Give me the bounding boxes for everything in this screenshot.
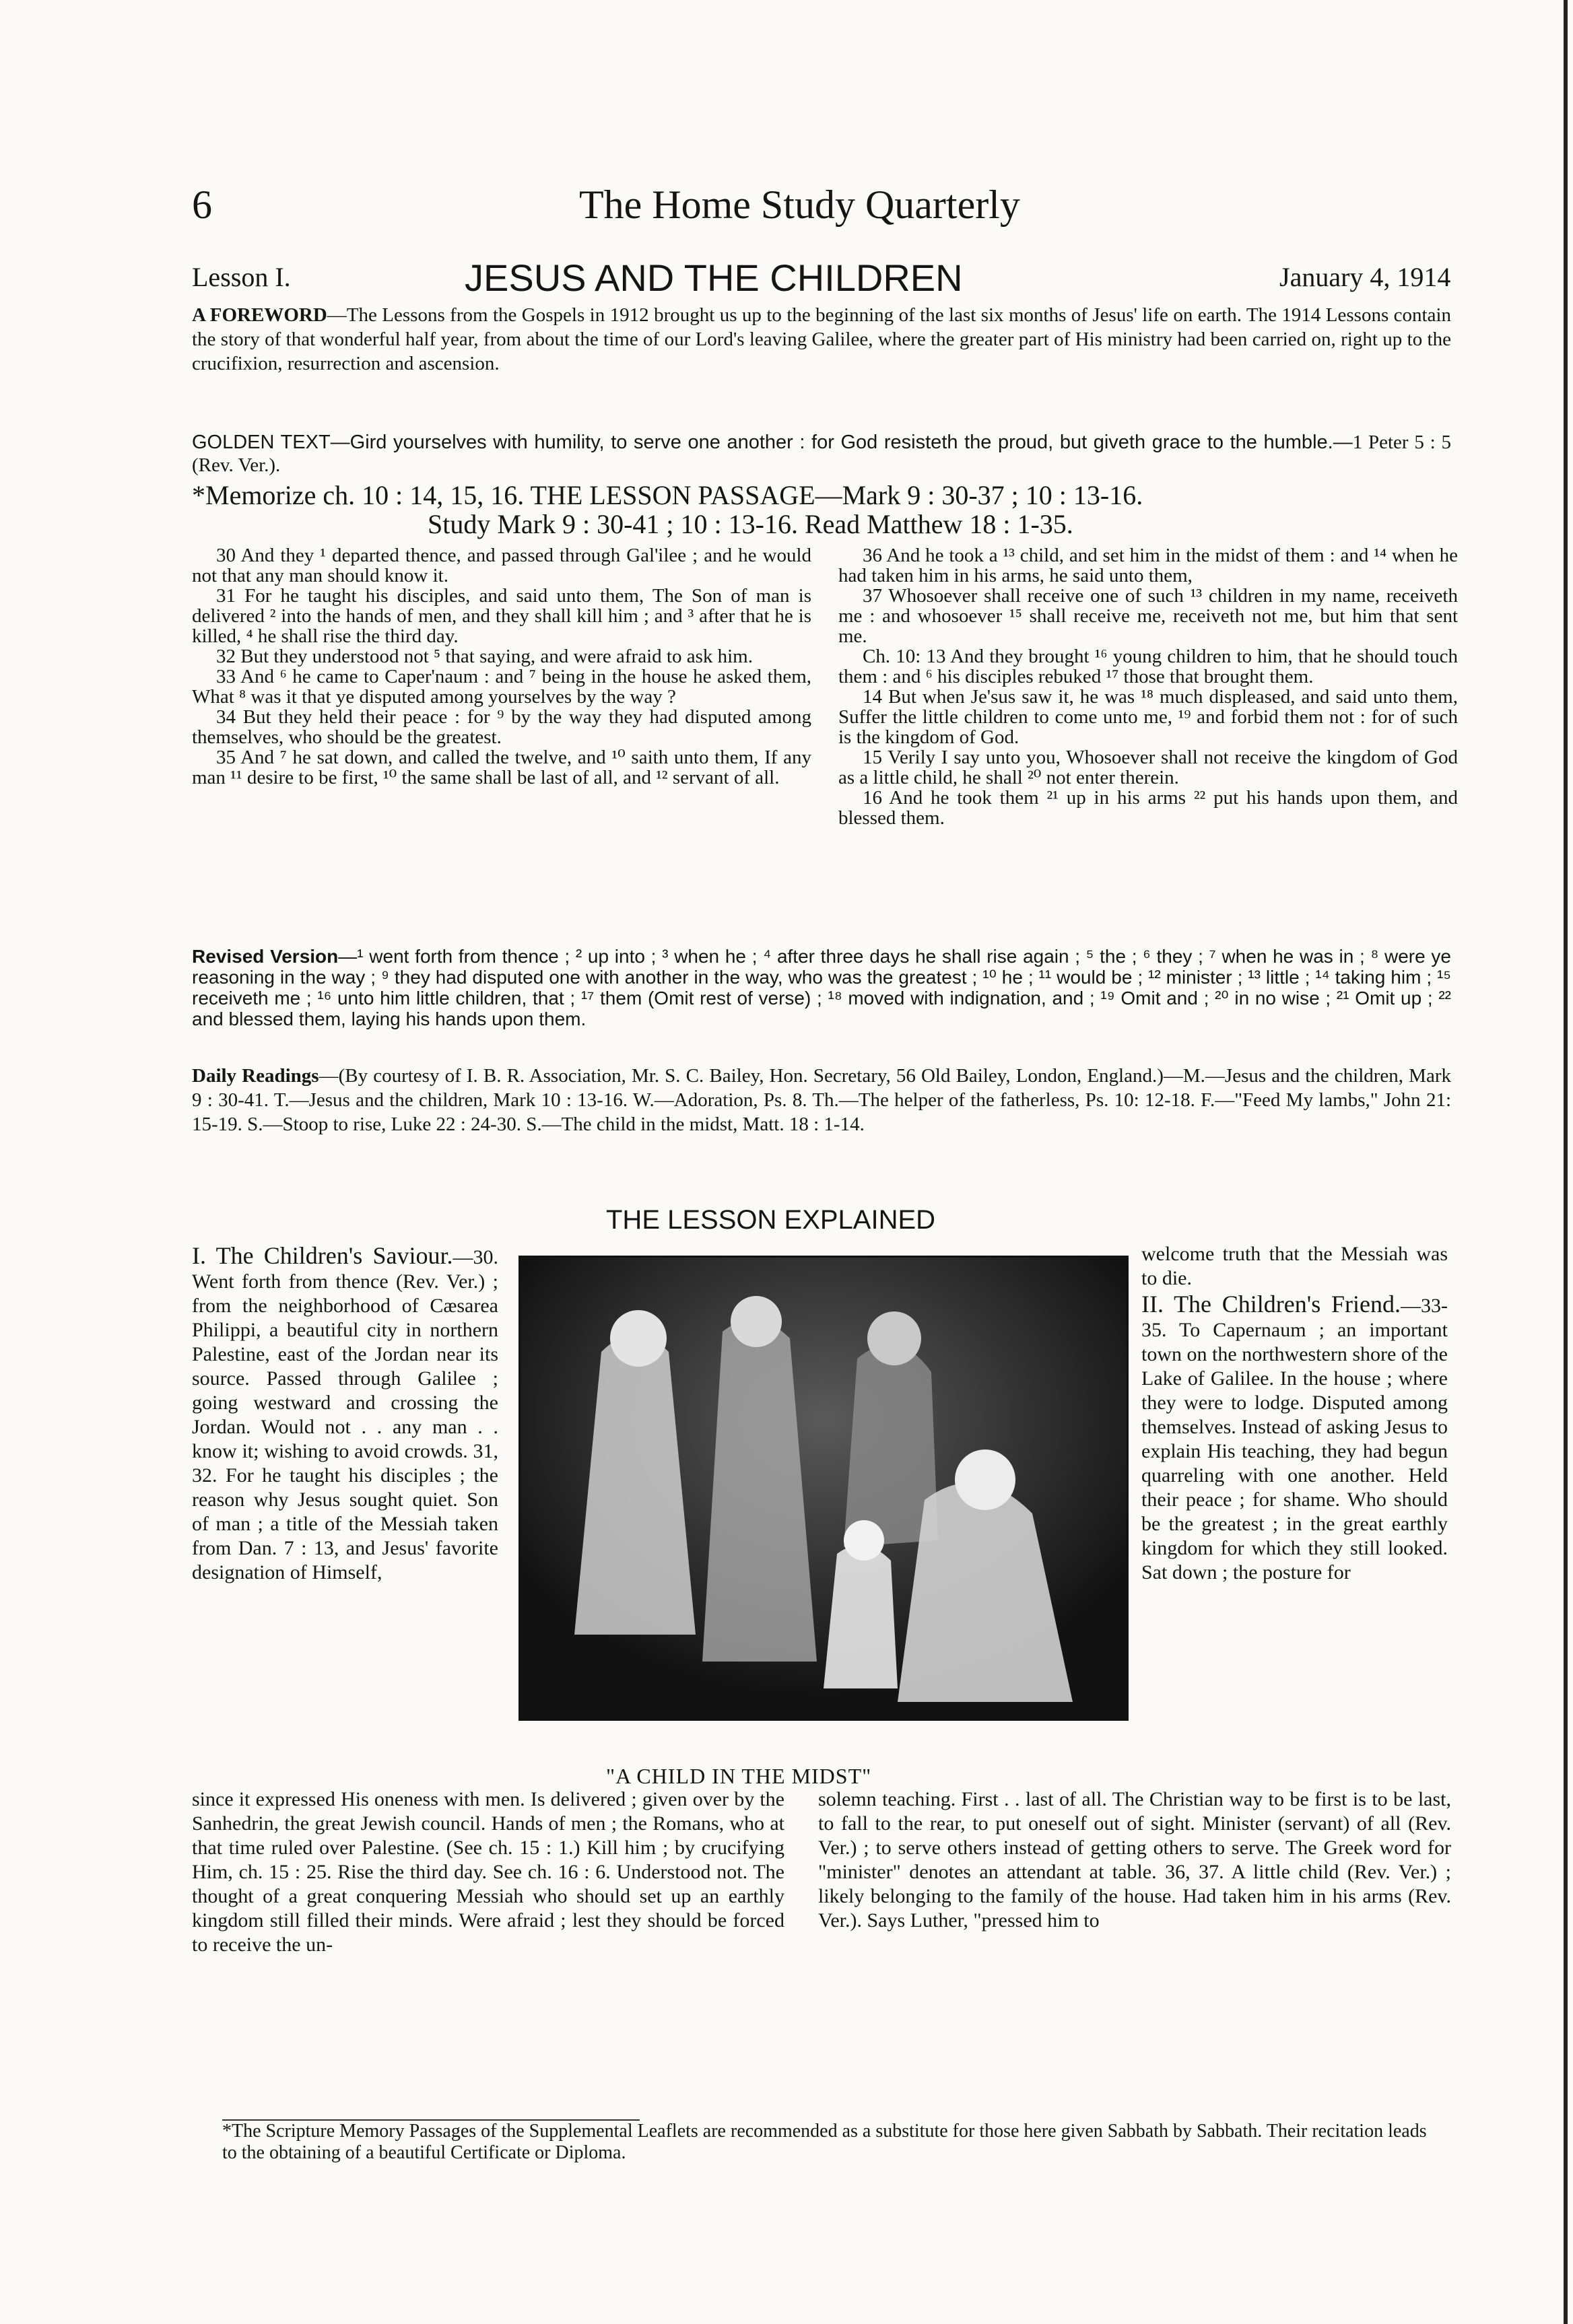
verse: 37 Whosoever shall receive one of such ¹³ children in my name, receiveth me : and whosoever ¹⁵ shall receive me, receiveth not me, but him that sent me. <box>838 585 1458 647</box>
lesson-passage-left <box>192 545 811 788</box>
memorize-line-1: *Memorize ch. 10 : 14, 15, 16. THE LESSON PASSAGE—Mark 9 : 30-37 ; 10 : 13-16. <box>192 480 1143 510</box>
daily-readings <box>192 1064 1451 1136</box>
illustration <box>518 1256 1129 1721</box>
section-heading: I. The Children's Saviour. <box>192 1242 453 1269</box>
verse: 30 And they ¹ departed thence, and passed through Gal'ilee ; and he would not that any man should know it. <box>192 545 811 586</box>
verse: 35 And ⁷ he sat down, and called the twelve, and ¹⁰ saith unto them, If any man ¹¹ desire to be first, ¹⁰ the same shall be last of all, and ¹² servant of all. <box>192 747 811 788</box>
page-edge <box>1564 0 1568 2324</box>
lesson-label: Lesson I. <box>192 262 291 292</box>
verse: 36 And he took a ¹³ child, and set him in the midst of them : and ¹⁴ when he had taken him in his arms, he said unto them, <box>838 545 1458 586</box>
footnote: *The Scripture Memory Passages of the Supplemental Leaflets are recommended as a substitute for those here given Sabbath by Sabbath. Their recitation leads to the obtaining of a beautiful Certificate or Diploma. <box>222 2121 1427 2163</box>
daily-readings-lead: Daily Readings <box>192 1065 319 1087</box>
golden-text <box>192 431 1451 477</box>
illustration-caption: "A CHILD IN THE MIDST" <box>606 1764 872 1788</box>
verse: Ch. 10: 13 And they brought ¹⁶ young children to him, that he should touch them : and ⁶ his disciples rebuked ¹⁷ those that brought them. <box>838 646 1458 687</box>
page-number: 6 <box>192 182 212 227</box>
daily-readings-text: —(By courtesy of I. B. R. Association, Mr. S. C. Bailey, Hon. Secretary, 56 Old Bailey, London, England.)—M.—Jesus and the children, Mark 9 : 30-41. T.—Jesus and the children, Mark 10 : 13-16. W.—Adoration, Ps. 8. Th.—The helper of the fatherless, Ps. 10: 12-18. F.—"Feed My lambs," John 21: 15-19. S.—Stoop to rise, Luke 22 : 24-30. S.—The child in the midst, Matt. 18 : 1-14. <box>192 1065 1451 1135</box>
verse: 33 And ⁶ he came to Caper'naum : and ⁷ being in the house he asked them, What ⁸ was it that ye disputed among yourselves by the way ? <box>192 666 811 708</box>
golden-text-ref: 1 Peter 5 : 5 (Rev. Ver.). <box>192 432 1451 476</box>
explained-left-column <box>192 1242 498 1585</box>
section-text: —33-35. To Capernaum ; an important town on the northwestern shore of the Lake of Galilee. In the house ; where they were to lodge. Disputed among themselves. Instead of asking Jesus to explain His teaching, they had begun quarreling with one another. Held their peace ; for shame. Who should be the greatest ; in the great earthly kingdom for which they still looked. Sat down ; the posture for <box>1141 1295 1448 1583</box>
explained-right-column <box>1141 1242 1448 1585</box>
verse: 31 For he taught his disciples, and said unto them, The Son of man is delivered ² into the hands of men, and they shall kill him ; and ³ after that he is killed, ⁴ he shall rise the third day. <box>192 585 811 647</box>
publication-title: The Home Study Quarterly <box>579 182 1020 227</box>
foreword-lead: A FOREWORD <box>192 304 327 326</box>
revised-version <box>192 946 1451 1029</box>
explained-lower-left: since it expressed His oneness with men. Is delivered ; given over by the Sanhedrin, the great Jewish council. Hands of men ; the Romans, who at that time ruled over Palestine. (See ch. 15 : 1.) Kill him ; by crucifying Him, ch. 15 : 25. Rise the third day. See ch. 16 : 6. Understood not. The thought of a great conquering Messiah who should set up an earthly kingdom still filled their minds. Were afraid ; lest they should be forced to receive the un- <box>192 1788 784 1956</box>
explained-lower-right: solemn teaching. First . . last of all. The Christian way to be first is to be last, to fall to the rear, to put oneself out of sight. Minister (servant) of all (Rev. Ver.) ; to serve others instead of getting others to serve. The Greek word for "minister" denotes an attendant at table. 36, 37. A little child (Rev. Ver.) ; likely belonging to the family of the house. Had taken him in his arms (Rev. Ver.). Says Luther, "pressed him to <box>818 1788 1451 1932</box>
lesson-title: JESUS AND THE CHILDREN <box>465 257 963 299</box>
verse: 15 Verily I say unto you, Whosoever shall not receive the kingdom of God as a little child, he shall ²⁰ not enter therein. <box>838 747 1458 788</box>
section-text: —30. Went forth from thence (Rev. Ver.) ; from the neighborhood of Cæsarea Philippi, a beautiful city in northern Palestine, east of the Jordan near its source. Passed through Galilee ; going westward and crossing the Jordan. Would not . . any man . . know it; wishing to avoid crowds. 31, 32. For he taught his disciples ; the reason why Jesus sought quiet. Son of man ; a title of the Messiah taken from Dan. 7 : 13, and Jesus' favorite designation of Himself, <box>192 1246 498 1583</box>
memorize-line-2: Study Mark 9 : 30-41 ; 10 : 13-16. Read Matthew 18 : 1-35. <box>428 509 1073 539</box>
golden-text-body: GOLDEN TEXT—Gird yourselves with humility, to serve one another : for God resisteth the proud, but giveth grace to the humble.— <box>192 432 1353 453</box>
verse: 34 But they held their peace : for ⁹ by the way they had disputed among themselves, who should be the greatest. <box>192 706 811 748</box>
verse: 14 But when Je'sus saw it, he was ¹⁸ much displeased, and said unto them, Suffer the little children to come unto me, ¹⁹ and forbid them not : for of such is the kingdom of God. <box>838 686 1458 748</box>
section-title: THE LESSON EXPLAINED <box>606 1205 936 1235</box>
foreword <box>192 303 1451 376</box>
lesson-passage-right <box>838 545 1458 828</box>
illustration-image <box>521 1258 1127 1719</box>
lesson-date: January 4, 1914 <box>1279 262 1451 292</box>
section-heading: II. The Children's Friend. <box>1141 1291 1401 1318</box>
verse: 16 And he took them ²¹ up in his arms ²² put his hands upon them, and blessed them. <box>838 787 1458 829</box>
section-intro: welcome truth that the Messiah was to die. <box>1141 1243 1448 1289</box>
revised-version-text: —¹ went forth from thence ; ² up into ; ³ when he ; ⁴ after three days he shall rise again ; ⁵ the ; ⁶ they ; ⁷ when he was in ; ⁸ were ye reasoning in the way ; ⁹ they had disputed one with another in the way, who was the greatest ; ¹⁰ he ; ¹¹ would be ; ¹² minister ; ¹³ little ; ¹⁴ taking him ; ¹⁵ receiveth me ; ¹⁶ unto him little children, that ; ¹⁷ them (Omit rest of verse) ; ¹⁸ moved with indignation, and ; ¹⁹ Omit and ; ²⁰ in no wise ; ²¹ Omit up ; ²² and blessed them, laying his hands upon them. <box>192 946 1451 1029</box>
verse: 32 But they understood not ⁵ that saying, and were afraid to ask him. <box>216 646 753 667</box>
foreword-text: —The Lessons from the Gospels in 1912 brought us up to the beginning of the last six months of Jesus' life on earth. The 1914 Lessons contain the story of that wonderful half year, from about the time of our Lord's leaving Galilee, where the greater part of His ministry had been carried on, right up to the crucifixion, resurrection and ascension. <box>192 304 1452 374</box>
revised-version-lead: Revised Version <box>192 946 339 967</box>
